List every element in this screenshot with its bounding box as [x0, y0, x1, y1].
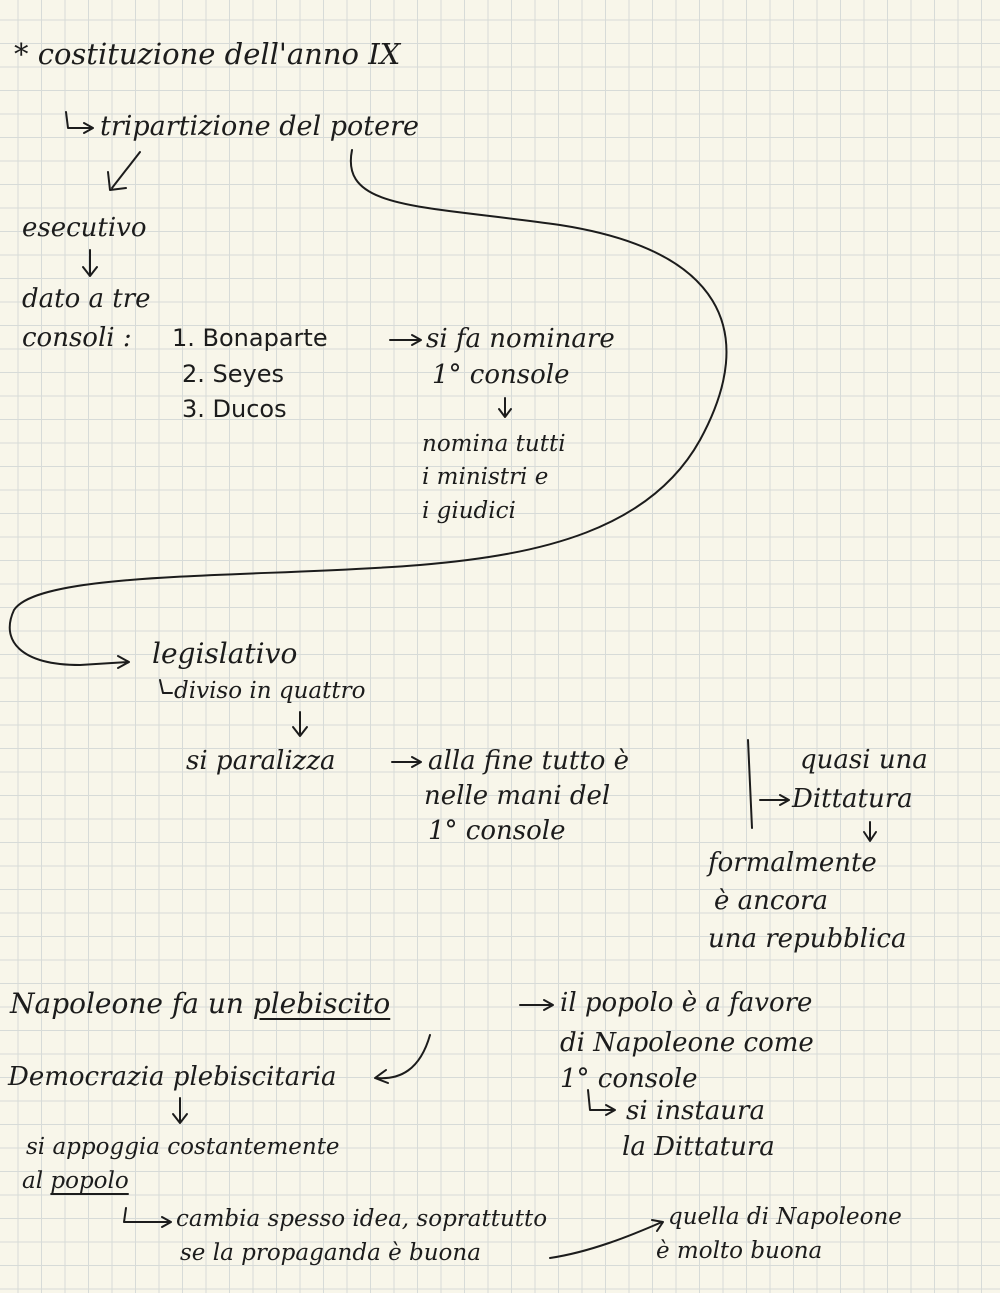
formalmente: formalmente: [708, 848, 877, 878]
console-bonaparte: 1. Bonaparte: [172, 324, 328, 352]
arrow-paralizza-down: [293, 712, 307, 736]
console-ducos: 3. Ducos: [182, 395, 287, 423]
arrow-propaganda: [550, 1220, 663, 1258]
arrow-dittatura-down: [864, 822, 876, 841]
primo-console: 1° console: [432, 360, 570, 390]
diviso-in-quattro: diviso in quattro: [174, 678, 366, 704]
nomina-line-2: i ministri e: [422, 464, 549, 490]
e-ancora: è ancora: [714, 886, 829, 916]
title: * costituzione dell'anno IX: [14, 37, 401, 71]
arrow-bonaparte: [390, 335, 421, 345]
tripartizione-text: tripartizione del potere: [100, 111, 419, 142]
appoggia-line-2: [22, 1170, 129, 1193]
arrow-esecutivo-down: [83, 250, 97, 276]
arrow-dittatura: [760, 795, 789, 805]
corner-arrow-diviso: [160, 680, 172, 693]
fine-line-2: nelle mani del: [424, 781, 611, 811]
console-seyes: 2. Seyes: [182, 360, 284, 388]
si-paralizza: si paralizza: [186, 746, 336, 776]
vertical-divider: [748, 740, 752, 828]
arrow-paralizza: [392, 757, 421, 767]
cambia-line-2: se la propaganda è buona: [180, 1240, 481, 1266]
dittatura-line-2: la Dittatura: [622, 1132, 775, 1162]
fine-line-3: 1° console: [428, 816, 566, 846]
quella-line-2: è molto buona: [656, 1238, 823, 1264]
esecutivo-heading: esecutivo: [22, 213, 147, 243]
appoggia-line-1: si appoggia costantemente: [26, 1134, 340, 1160]
fine-line-1: alla fine tutto è: [428, 746, 630, 776]
corner-arrow-cambia: [124, 1208, 171, 1227]
si-fa-nominare: si fa nominare: [426, 324, 615, 354]
quasi-una: quasi una: [800, 745, 928, 775]
quella-line-1: quella di Napoleone: [668, 1204, 902, 1230]
legislativo-heading: legislativo: [152, 637, 298, 670]
arrow-to-esecutivo: [108, 152, 140, 190]
arrow-plebiscito: [520, 1000, 553, 1010]
dittatura-line-1: si instaura: [626, 1096, 765, 1126]
corner-arrow-tripartizione: [66, 112, 93, 133]
democrazia-plebiscitaria: Democrazia plebiscitaria: [8, 1062, 337, 1092]
arrow-democrazia-down: [173, 1098, 187, 1123]
appoggia-popolo: popolo: [50, 1168, 129, 1194]
dato-a-tre: dato a tre: [22, 284, 151, 314]
nomina-line-3: i giudici: [422, 498, 516, 524]
cambia-line-1: cambia spesso idea, soprattutto: [176, 1206, 548, 1232]
popolo-line-2: di Napoleone come: [560, 1028, 814, 1058]
plebiscito-prefix: Napoleone fa un: [10, 987, 244, 1020]
dittatura-word: Dittatura: [792, 784, 913, 814]
nomina-line-1: nomina tutti: [422, 431, 566, 457]
appoggia-prefix: al: [22, 1168, 44, 1194]
popolo-line-1: il popolo è a favore: [560, 988, 813, 1018]
arrow-console-down: [499, 398, 511, 417]
plebiscito-line: [10, 987, 391, 1020]
arrow-plebiscito-democrazia: [375, 1035, 430, 1083]
una-repubblica: una repubblica: [708, 924, 907, 954]
consoli-label: consoli :: [22, 323, 132, 353]
plebiscito-word: plebiscito: [252, 987, 391, 1020]
popolo-line-3: 1° console: [560, 1064, 698, 1094]
